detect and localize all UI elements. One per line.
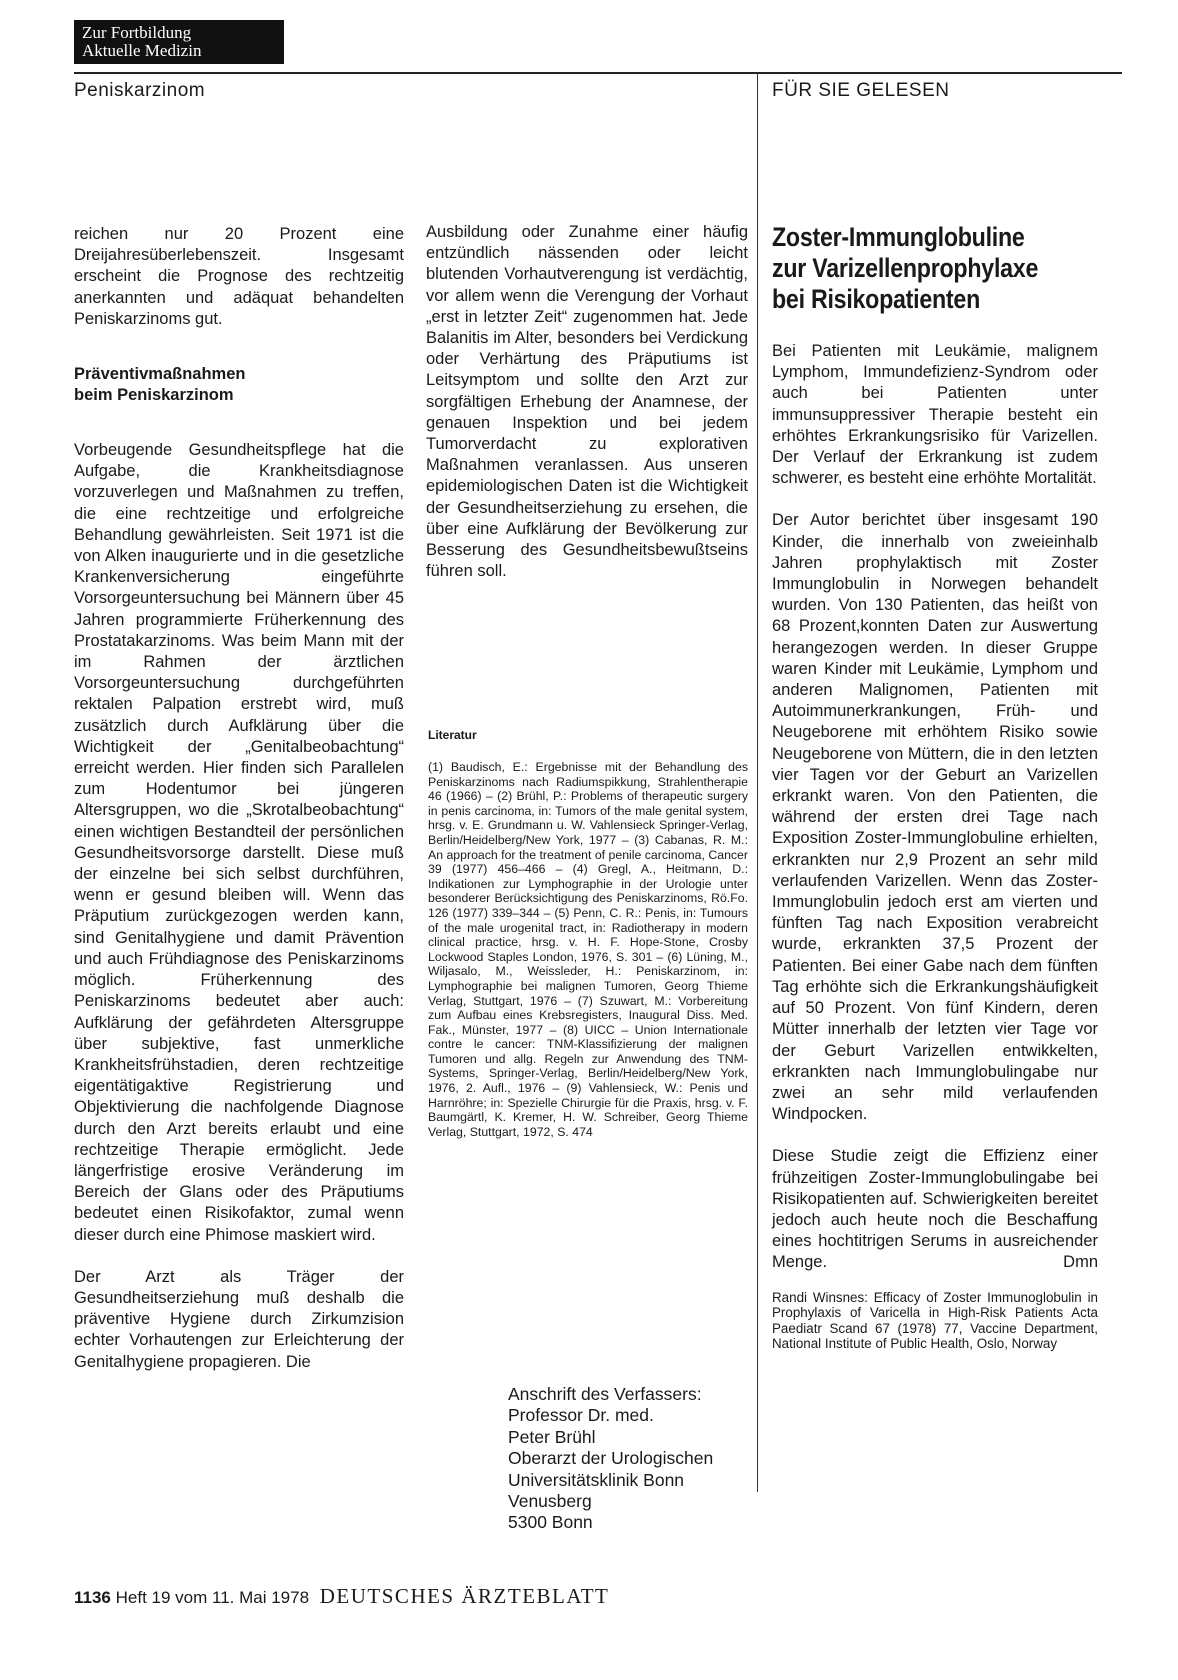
literature-list: (1) Baudisch, E.: Ergebnisse mit der Behandlung des Peniskarzinoms nach Radiumspikkung, Strahlentherapie 46 (1966) – (2) Brühl, P.: Problems of therapeutic surgery in penis carcinoma, in: Tumors of the male genital system, hrsg. v. E. Grundmann u. W. Vahlensieck Springer-Verlag, Berlin/Heidelberg/New York, 1977 – (3) Cabanas, R. M.: An approach for the treatment of penile carcinoma, Cancer 39 (1977) 456–466 – (4) Gregl, A., Heitmann, D.: Indikationen zur Lymphographie in der Urologie unter besonderer Berücksichtigung des Peniskarzinoms, Rö.Fo. 126 (1977) 339–344 – (5) Penn, C. R.: Penis, in: Tumours of the male urogenital tract, in: Radiotherapy in modern clinical practice, hrsg. v. H. F. Hope-Stone, Crosby Lockwood Staples London, 1976, S. 301 – (6) Lüning, M., Wiljasalo, M., Weissleder, H.: Peniskarzinom, in: Lymphographie bei malignen Tumoren, Georg Thieme Verlag, Stuttgart, 1976 – (7) Szuwart, M.: Vorbereitung zum Aufbau eines Krebsregisters, Inaugural Diss. Med. Fak., Münster, 1977 – (8) UICC – Union Internationale contre le cancer: TNM-Klassifizierung der malignen Tumoren und allg. Regeln zur Anwendung des TNM-Systems, Springer-Verlag, Berlin/Heidelberg/New York, 1976, 2. Aufl., 1976 – (9) Vahlensieck, W.: Penis und Harnröhre; in: Spezielle Chirurgie für die Praxis, hrsg. v. F. Baumgärtl, K. Kremer, H. W. Schreiber, Georg Thieme Verlag, Stuttgart, 1972, S. 474: [428, 760, 748, 1139]
article-title-line-1: Zoster-Immunglobuline: [772, 222, 1025, 252]
address-line-3: Peter Brühl: [508, 1426, 596, 1447]
header-rule: [74, 72, 1122, 74]
badge-line-2: Aktuelle Medizin: [82, 41, 202, 60]
address-line-5: Universitätsklinik Bonn: [508, 1469, 685, 1490]
col1-paragraph-3: Der Arzt als Träger der Gesundheitserziehung muß deshalb die präventive Hygiene durch Zirkumzision echter Vorhautengen zur Erleichterung der Genitalhygiene propagieren. Die: [74, 1267, 404, 1371]
col3-paragraph-3: [772, 1146, 1098, 1273]
col1-paragraph-2: Vorbeugende Gesundheitspflege hat die Aufgabe, die Krankheitsdiagnose vorzuverlegen und Maßnahmen zu treffen, die eine rechtzeitige und erfolgreiche Behandlung gewährleisten. Seit 1971 ist die von Alken inaugurierte und in die gesetzliche Krankenversicherung eingeführte Vorsorgeuntersuchung bei Männern über 45 Jahren programmierte Früherkennung des Prostatakarzinoms. Was beim Mann mit der im Rahmen der ärztlichen Vorsorgeuntersuchung durchgeführten rektalen Palpation erstrebt wird, muß zusätzlich durch Aufklärung über die Wichtigkeit der „Genitalbeobachtung“ erreicht werden. Hier finden sich Parallelen zum Hodentumor bei jüngeren Altersgruppen, wo die „Skrotalbeobachtung“ einen wichtigen Bestandteil der persönlichen Gesundheitsvorsorge darstellt. Diese muß der einzelne bei sich selbst durchführen, wenn er gesund bleiben will. Wenn das Präputium zurückgezogen werden kann, sind Genitalhygiene und damit Prävention und auch Frühdiagnose des Peniskarzinoms möglich. Früherkennung des Peniskarzinoms bedeutet aber auch: Aufklärung der gefährdeten Altersgruppe über subjektive, fast unmerkliche Krankheitsfrühstadien, deren rechtzeitige eigentätigaktive Registrierung und Objektivierung die nachfolgende Diagnose durch den Arzt bereits erlaubt und eine rechtzeitige Therapie ermöglicht. Jede längerfristige erosive Veränderung im Bereich der Glans oder des Präputiums bedeutet einen Risikofaktor, zumal wenn dieser durch eine Phimose maskiert wird.: [74, 441, 404, 1244]
subheading-line-2: beim Peniskarzinom: [74, 386, 234, 405]
header-right-title: FÜR SIE GELESEN: [772, 80, 950, 101]
journal-name: DEUTSCHES ÄRZTEBLATT: [319, 1584, 610, 1608]
col3-paragraph-2: Der Autor berichtet über insgesamt 190 Kinder, die innerhalb von zweieinhalb Jahren prophylaktisch mit Zoster Immunglobulin in Norwegen behandelt wurden. Von 130 Patienten, das heißt von 68 Prozent,konnten Daten zur Auswertung herangezogen werden. In dieser Gruppe waren Kinder mit Leukämie, Lymphom und anderen Malignomen, Patienten mit Autoimmunerkrankungen, Früh- und Neugeborene mit erhöhtem Risiko sowie Neugeborene von Müttern, die in den letzten vier Tagen vor der Geburt an Varizellen erkrankt waren. Von den Patienten, die während der ersten drei Tage nach Exposition Zoster-Immunglobuline erhielten, erkrankten nur 2,9 Prozent an sehr mild verlaufenden Varizellen. Wenn das Zoster-Immunglobulin jedoch erst am vierten und fünften Tag nach Exposition verabreicht wurde, erkrankten 37,5 Prozent der Patienten. Bei einer Gabe nach dem fünften Tag erhöhte sich die Erkrankungshäufigkeit auf 50 Prozent. Von fünf Kindern, deren Mütter innerhalb der letzten vier Tage vor der Geburt Varizellen entwikkelten, erkrankten nach Immunglobulingabe nur zwei an sehr mild verlaufenden Windpocken.: [772, 511, 1098, 1124]
col3-paragraph-3-text: Diese Studie zeigt die Effizienz einer frühzeitigen Zoster-Immunglobulingabe bei Risikopatienten auf. Schwierigkeiten bereitet jedoch auch heute noch die Beschaffung eines hochtitrigen Serums in ausreichender Menge.: [772, 1147, 1098, 1272]
article-title-line-3: bei Risikopatienten: [772, 284, 980, 314]
literature-heading: Literatur: [428, 728, 477, 742]
page-footer: [74, 1584, 609, 1609]
article-reference: Randi Winsnes: Efficacy of Zoster Immunoglobulin in Prophylaxis of Varicella in High-Risk Patients Acta Paediatr Scand 67 (1978) 77, Vaccine Department, National Institute of Public Health, Oslo, Norway: [772, 1289, 1098, 1352]
col3-paragraph-1: Bei Patienten mit Leukämie, malignem Lymphom, Immundefizienz-Syndrom oder auch bei Patienten unter immunsuppressiver Therapie besteht ein erhöhtes Erkrankungsrisiko für Varizellen. Der Verlauf der Erkrankung ist zudem schwerer, es besteht eine erhöhte Mortalität.: [772, 342, 1098, 488]
subheading-line-1: Präventivmaßnahmen: [74, 365, 246, 384]
signature: Dmn: [1063, 1253, 1098, 1272]
issue-info: Heft 19 vom 11. Mai 1978: [115, 1588, 310, 1607]
address-line-4: Oberarzt der Urologischen: [508, 1448, 714, 1469]
address-line-2: Professor Dr. med.: [508, 1405, 654, 1426]
column-2: [426, 222, 748, 582]
author-address: [508, 1384, 758, 1534]
section-badge: [74, 20, 284, 64]
col1-paragraph-1: reichen nur 20 Prozent eine Dreijahresüberlebenszeit. Insgesamt erscheint die Prognose des rechtzeitig anerkannten und adäquat behandelten Peniskarzinoms gut.: [74, 225, 404, 328]
page-number: 1136: [74, 1588, 111, 1607]
header-left-title: Peniskarzinom: [74, 80, 206, 101]
section-subheading: [74, 364, 404, 406]
address-line-7: 5300 Bonn: [508, 1512, 593, 1533]
column-3: [772, 222, 1098, 1352]
badge-line-1: Zur Fortbildung: [82, 23, 192, 42]
article-title-line-2: zur Varizellenprophylaxe: [772, 253, 1039, 283]
col2-paragraph-1: Ausbildung oder Zunahme einer häufig entzündlich nässenden oder leicht blutenden Vorhautverengung ist verdächtig, vor allem wenn die Verengung der Vorhaut „erst in letzter Zeit“ zugenommen hat. Jede Balanitis im Alter, besonders bei Verdickung oder Verhärtung des Präputiums ist Leitsymptom und sollte den Arzt zur sorgfältigen Erhebung der Anamnese, der genauen Inspektion und bei jedem Tumorverdacht zu explorativen Maßnahmen veranlassen. Aus unseren epidemiologischen Daten ist die Wichtigkeit der Gesundheitserziehung zu ersehen, die über eine Aufklärung der Bevölkerung zur Besserung des Gesundheitsbewußtseins führen soll.: [426, 223, 748, 581]
column-divider: [757, 72, 758, 1492]
address-line-1: Anschrift des Verfassers:: [508, 1384, 702, 1404]
column-1: [74, 224, 404, 1373]
article-title: [772, 222, 1099, 315]
address-line-6: Venusberg: [508, 1491, 592, 1512]
